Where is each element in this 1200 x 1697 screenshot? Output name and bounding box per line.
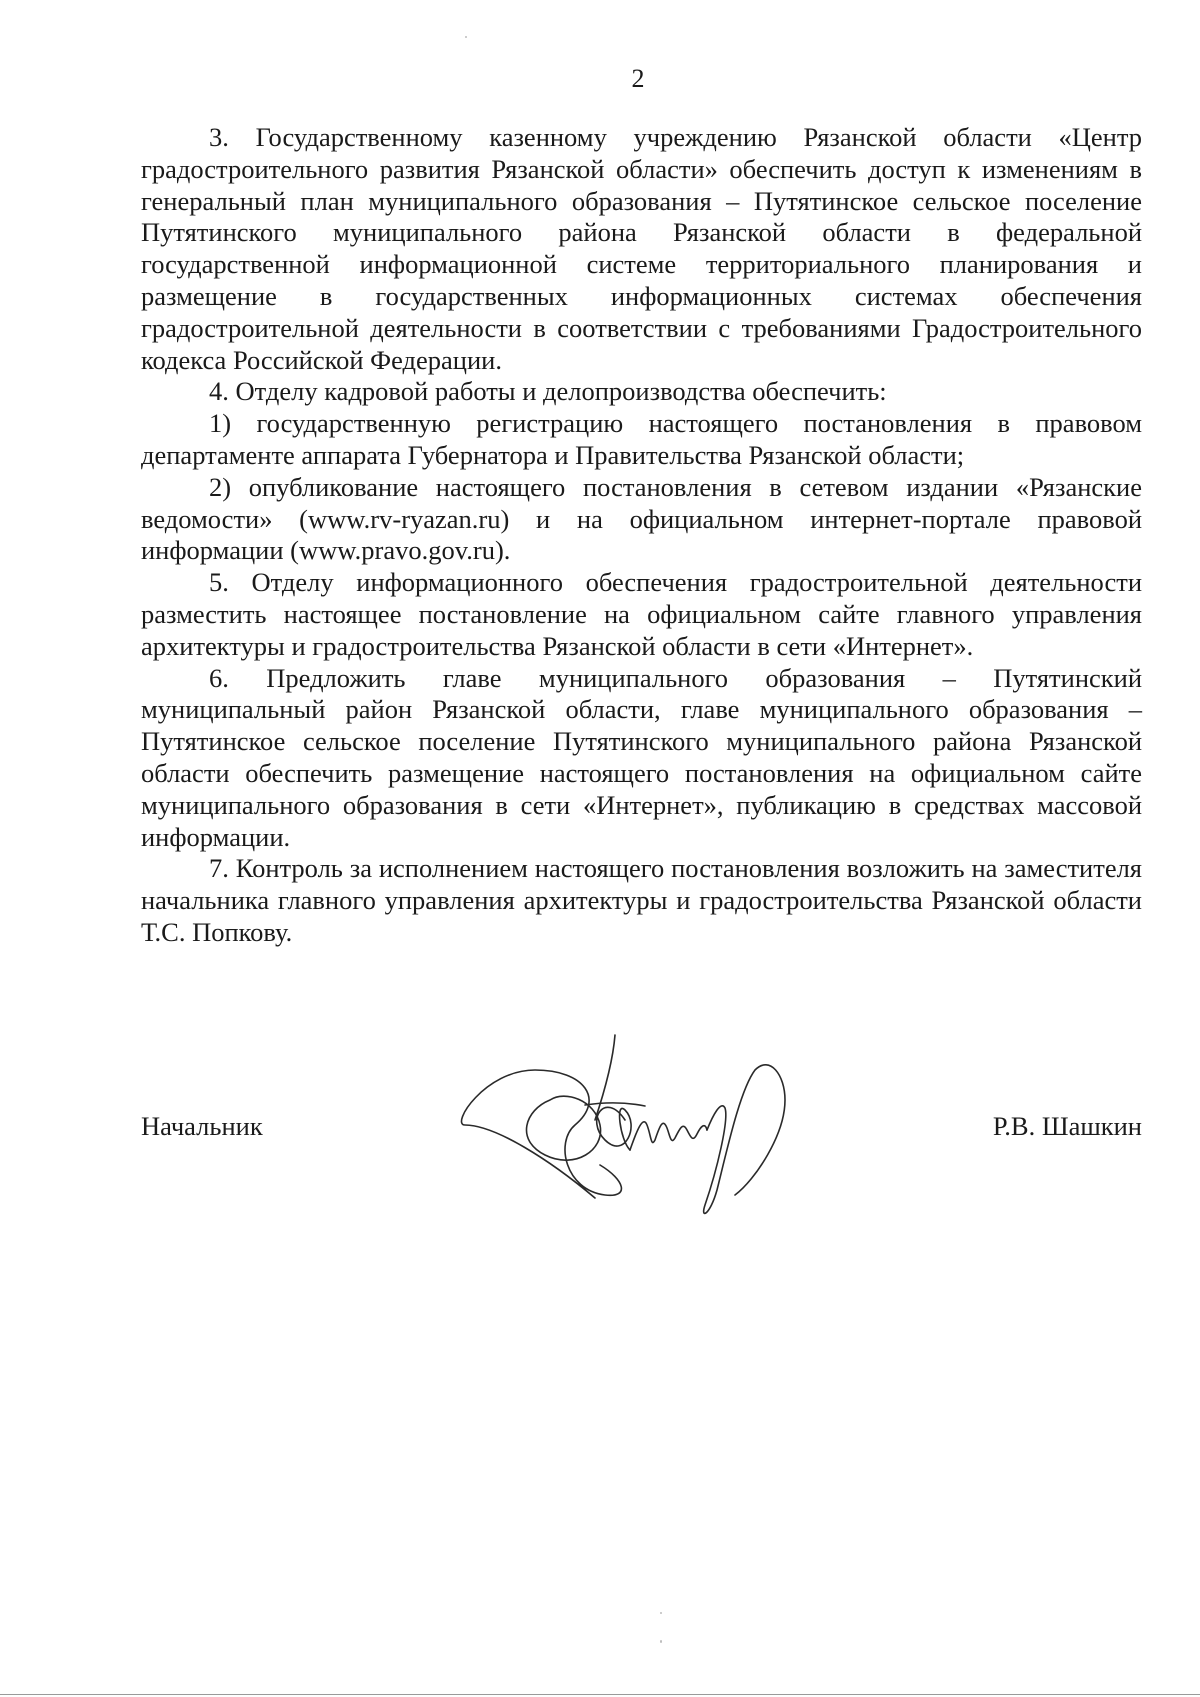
paragraph-4-item-1: 1) государственную регистрацию настоящего постановления в правовом департаменте аппарата Губернатора и Правительства Рязанской области; — [141, 408, 1142, 470]
signatory-title: Начальник — [141, 1111, 263, 1141]
document-body — [141, 122, 1142, 949]
scan-speck — [660, 1640, 662, 1643]
paragraph-5: 5. Отделу информационного обеспечения градостроительной деятельности разместить настоящее постановление на официальном сайте главного управления архитектуры и градостроительства Рязанской области в сети «Интернет». — [141, 567, 1142, 661]
scan-edge-line — [0, 1694, 1200, 1695]
paragraph-7: 7. Контроль за исполнением настоящего постановления возложить на заместителя начальника главного управления архитектуры и градостроительства Рязанской области Т.С. Попкову. — [141, 853, 1142, 947]
signatory-name: Р.В. Шашкин — [992, 1111, 1142, 1141]
paragraph-3: 3. Государственному казенному учреждению Рязанской области «Центр градостроительного развития Рязанской области» обеспечить доступ к изменениям в генеральный план муниципального образования – Путятинское сельское поселение Путятинского муниципального района Рязанской области в федеральной государственной информационной системе территориального планирования и размещение в государственных информационных системах обеспечения градостроительной деятельности в соответствии с требованиями Градостроительного кодекса Российской Федерации. — [141, 122, 1142, 375]
paragraph-4-item-2: 2) опубликование настоящего постановления в сетевом издании «Рязанские ведомости» (www.rv-ryazan.ru) и на официальном интернет-портале правовой информации (www.pravo.gov.ru). — [141, 471, 1142, 566]
scan-speck — [465, 36, 467, 38]
handwritten-signature — [455, 1030, 855, 1230]
paragraph-6: 6. Предложить главе муниципального образования – Путятинский муниципальный район Рязанской области, главе муниципального образования – Путятинское сельское поселение Путятинского муниципального района Рязанской области обеспечить размещение настоящего постановления на официальном сайте муниципального образования в сети «Интернет», публикацию в средствах массовой информации. — [141, 662, 1142, 852]
paragraph-4: 4. Отделу кадровой работы и делопроизводства обеспечить: — [209, 376, 887, 407]
scan-speck — [660, 1612, 662, 1614]
page-number: 2 — [631, 64, 645, 93]
